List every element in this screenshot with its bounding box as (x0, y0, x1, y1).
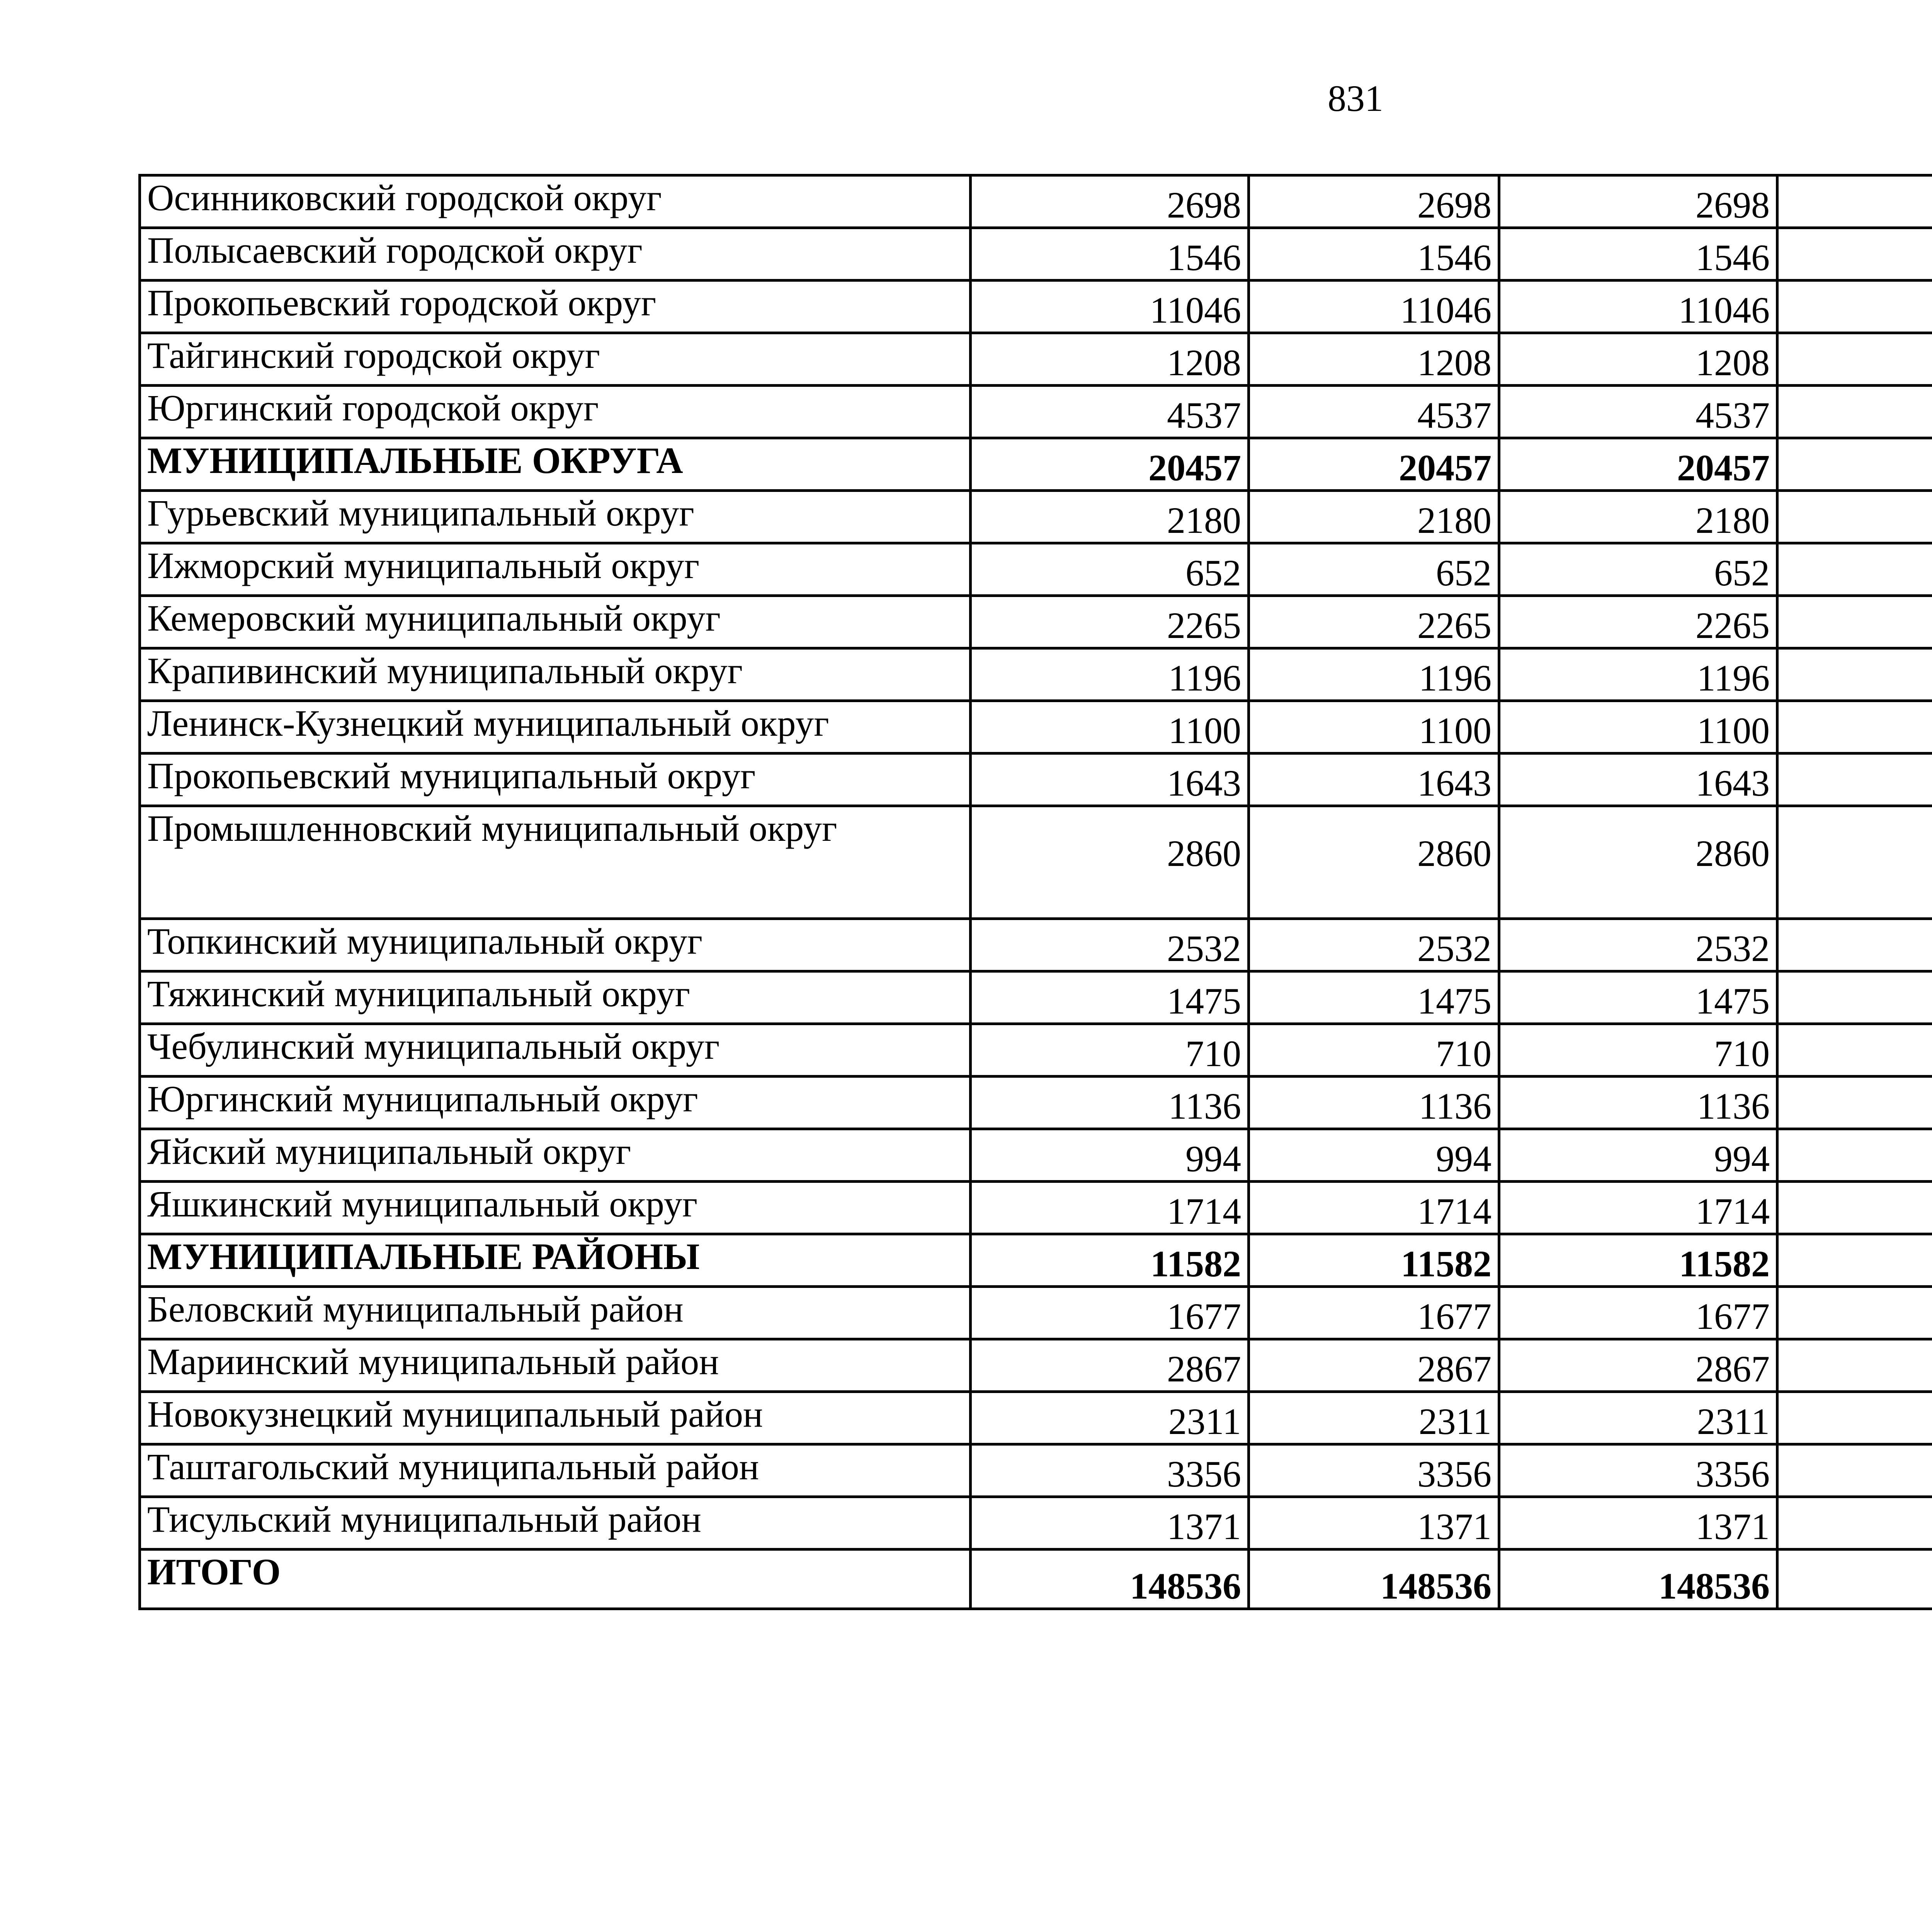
value-cell-col-2: 1677 (1249, 1287, 1499, 1339)
row-name-cell: Мариинский муниципальный район (140, 1339, 971, 1392)
value-cell-col-3: 1677 (1499, 1287, 1777, 1339)
value-cell-col-2: 1714 (1249, 1182, 1499, 1234)
row-name-cell: Полысаевский городской округ (140, 228, 971, 281)
value-cell-col-2: 2860 (1249, 806, 1499, 919)
table-row (140, 1339, 1932, 1392)
value-cell-col-1: 3356 (971, 1444, 1249, 1497)
table-row (140, 438, 1932, 491)
value-cell-col-2: 1136 (1249, 1077, 1499, 1129)
value-cell-col-4 (1777, 701, 1932, 754)
row-name-cell: Промышленновский муниципальный округ (140, 806, 971, 919)
value-cell-col-1: 1371 (971, 1497, 1249, 1550)
value-cell-col-2: 2532 (1249, 919, 1499, 971)
value-cell-col-1: 2180 (971, 491, 1249, 543)
value-cell-col-4 (1777, 438, 1932, 491)
value-cell-col-3: 148536 (1499, 1550, 1777, 1609)
row-name-cell: Тайгинский городской округ (140, 333, 971, 386)
table-row (140, 806, 1932, 919)
value-cell-col-1: 710 (971, 1024, 1249, 1077)
value-cell-col-1: 11582 (971, 1234, 1249, 1287)
table-row (140, 543, 1932, 596)
row-name-cell: Гурьевский муниципальный округ (140, 491, 971, 543)
value-cell-col-4 (1777, 1497, 1932, 1550)
row-name-cell: МУНИЦИПАЛЬНЫЕ РАЙОНЫ (140, 1234, 971, 1287)
value-cell-col-3: 2311 (1499, 1392, 1777, 1444)
value-cell-col-2: 11582 (1249, 1234, 1499, 1287)
row-name-cell: Чебулинский муниципальный округ (140, 1024, 971, 1077)
value-cell-col-3: 3356 (1499, 1444, 1777, 1497)
table-row (140, 1182, 1932, 1234)
value-cell-col-3: 11046 (1499, 281, 1777, 333)
row-name-cell: Беловский муниципальный район (140, 1287, 971, 1339)
value-cell-col-2: 148536 (1249, 1550, 1499, 1609)
value-cell-col-1: 4537 (971, 386, 1249, 438)
row-name-cell: Прокопьевский муниципальный округ (140, 754, 971, 806)
value-cell-col-4 (1777, 281, 1932, 333)
value-cell-col-1: 1196 (971, 648, 1249, 701)
table-row (140, 1392, 1932, 1444)
page-number: 831 (1328, 78, 1383, 119)
table-row (140, 1024, 1932, 1077)
row-name-cell: Ижморский муниципальный округ (140, 543, 971, 596)
value-cell-col-1: 1546 (971, 228, 1249, 281)
value-cell-col-1: 652 (971, 543, 1249, 596)
table-row (140, 1287, 1932, 1339)
value-cell-col-1: 2532 (971, 919, 1249, 971)
value-cell-col-4 (1777, 543, 1932, 596)
row-name-cell: Юргинский муниципальный округ (140, 1077, 971, 1129)
table-row (140, 491, 1932, 543)
value-cell-col-1: 11046 (971, 281, 1249, 333)
value-cell-col-4 (1777, 596, 1932, 648)
value-cell-col-4 (1777, 175, 1932, 228)
table-row (140, 971, 1932, 1024)
table-row (140, 1497, 1932, 1550)
value-cell-col-3: 710 (1499, 1024, 1777, 1077)
value-cell-col-3: 1475 (1499, 971, 1777, 1024)
value-cell-col-2: 4537 (1249, 386, 1499, 438)
value-cell-col-3: 11582 (1499, 1234, 1777, 1287)
value-cell-col-2: 710 (1249, 1024, 1499, 1077)
value-cell-col-4 (1777, 228, 1932, 281)
value-cell-col-2: 1371 (1249, 1497, 1499, 1550)
value-cell-col-4 (1777, 491, 1932, 543)
value-cell-col-4 (1777, 1234, 1932, 1287)
value-cell-col-2: 2180 (1249, 491, 1499, 543)
value-cell-col-3: 1196 (1499, 648, 1777, 701)
value-cell-col-1: 2265 (971, 596, 1249, 648)
value-cell-col-4 (1777, 1339, 1932, 1392)
value-cell-col-2: 994 (1249, 1129, 1499, 1182)
row-name-cell: Осинниковский городской округ (140, 175, 971, 228)
row-name-cell: Яйский муниципальный округ (140, 1129, 971, 1182)
value-cell-col-4 (1777, 1024, 1932, 1077)
value-cell-col-2: 652 (1249, 543, 1499, 596)
value-cell-col-3: 2867 (1499, 1339, 1777, 1392)
row-name-cell: Таштагольский муниципальный район (140, 1444, 971, 1497)
value-cell-col-1: 148536 (971, 1550, 1249, 1609)
row-name-cell: МУНИЦИПАЛЬНЫЕ ОКРУГА (140, 438, 971, 491)
table-row (140, 281, 1932, 333)
table-row (140, 175, 1932, 228)
value-cell-col-3: 1546 (1499, 228, 1777, 281)
row-name-cell: Тяжинский муниципальный округ (140, 971, 971, 1024)
value-cell-col-3: 994 (1499, 1129, 1777, 1182)
table-row (140, 919, 1932, 971)
value-cell-col-4 (1777, 919, 1932, 971)
table-row (140, 1129, 1932, 1182)
value-cell-col-1: 20457 (971, 438, 1249, 491)
value-cell-col-4 (1777, 1392, 1932, 1444)
value-cell-col-3: 1136 (1499, 1077, 1777, 1129)
value-cell-col-3: 1100 (1499, 701, 1777, 754)
value-cell-col-3: 652 (1499, 543, 1777, 596)
value-cell-col-4 (1777, 1182, 1932, 1234)
table-row (140, 701, 1932, 754)
value-cell-col-2: 1100 (1249, 701, 1499, 754)
value-cell-col-1: 2311 (971, 1392, 1249, 1444)
value-cell-col-2: 11046 (1249, 281, 1499, 333)
value-cell-col-1: 2860 (971, 806, 1249, 919)
value-cell-col-3: 2698 (1499, 175, 1777, 228)
table-row (140, 1234, 1932, 1287)
value-cell-col-3: 1643 (1499, 754, 1777, 806)
row-name-cell: ИТОГО (140, 1550, 971, 1609)
value-cell-col-4 (1777, 333, 1932, 386)
value-cell-col-3: 4537 (1499, 386, 1777, 438)
value-cell-col-1: 2867 (971, 1339, 1249, 1392)
value-cell-col-4 (1777, 971, 1932, 1024)
table-row (140, 648, 1932, 701)
table-row (140, 386, 1932, 438)
row-name-cell: Крапивинский муниципальный округ (140, 648, 971, 701)
value-cell-col-4 (1777, 806, 1932, 919)
table-row (140, 1444, 1932, 1497)
value-cell-col-2: 1643 (1249, 754, 1499, 806)
table-row (140, 333, 1932, 386)
value-cell-col-1: 1714 (971, 1182, 1249, 1234)
value-cell-col-4 (1777, 1129, 1932, 1182)
row-name-cell: Тисульский муниципальный район (140, 1497, 971, 1550)
value-cell-col-3: 1371 (1499, 1497, 1777, 1550)
value-cell-col-1: 1677 (971, 1287, 1249, 1339)
value-cell-col-4 (1777, 1550, 1932, 1609)
value-cell-col-3: 2532 (1499, 919, 1777, 971)
value-cell-col-4 (1777, 1287, 1932, 1339)
table-row (140, 596, 1932, 648)
value-cell-col-2: 1546 (1249, 228, 1499, 281)
value-cell-col-3: 1208 (1499, 333, 1777, 386)
row-name-cell: Топкинский муниципальный округ (140, 919, 971, 971)
table-row (140, 1550, 1932, 1609)
data-table (138, 174, 1932, 1610)
value-cell-col-3: 2860 (1499, 806, 1777, 919)
value-cell-col-1: 994 (971, 1129, 1249, 1182)
value-cell-col-3: 2265 (1499, 596, 1777, 648)
value-cell-col-1: 1643 (971, 754, 1249, 806)
value-cell-col-1: 1136 (971, 1077, 1249, 1129)
value-cell-col-3: 1714 (1499, 1182, 1777, 1234)
value-cell-col-4 (1777, 1444, 1932, 1497)
table-row (140, 228, 1932, 281)
row-name-cell: Новокузнецкий муниципальный район (140, 1392, 971, 1444)
row-name-cell: Яшкинский муниципальный округ (140, 1182, 971, 1234)
value-cell-col-4 (1777, 1077, 1932, 1129)
value-cell-col-3: 2180 (1499, 491, 1777, 543)
table-row (140, 754, 1932, 806)
value-cell-col-1: 1475 (971, 971, 1249, 1024)
value-cell-col-2: 3356 (1249, 1444, 1499, 1497)
value-cell-col-1: 1100 (971, 701, 1249, 754)
value-cell-col-1: 1208 (971, 333, 1249, 386)
table-row (140, 1077, 1932, 1129)
row-name-cell: Ленинск-Кузнецкий муниципальный округ (140, 701, 971, 754)
row-name-cell: Кемеровский муниципальный округ (140, 596, 971, 648)
value-cell-col-2: 2311 (1249, 1392, 1499, 1444)
value-cell-col-2: 2867 (1249, 1339, 1499, 1392)
value-cell-col-4 (1777, 386, 1932, 438)
value-cell-col-2: 1208 (1249, 333, 1499, 386)
table-body (140, 175, 1932, 1609)
value-cell-col-4 (1777, 648, 1932, 701)
value-cell-col-2: 2265 (1249, 596, 1499, 648)
value-cell-col-1: 2698 (971, 175, 1249, 228)
value-cell-col-2: 20457 (1249, 438, 1499, 491)
row-name-cell: Прокопьевский городской округ (140, 281, 971, 333)
value-cell-col-4 (1777, 754, 1932, 806)
value-cell-col-2: 2698 (1249, 175, 1499, 228)
value-cell-col-2: 1475 (1249, 971, 1499, 1024)
value-cell-col-3: 20457 (1499, 438, 1777, 491)
value-cell-col-2: 1196 (1249, 648, 1499, 701)
row-name-cell: Юргинский городской округ (140, 386, 971, 438)
